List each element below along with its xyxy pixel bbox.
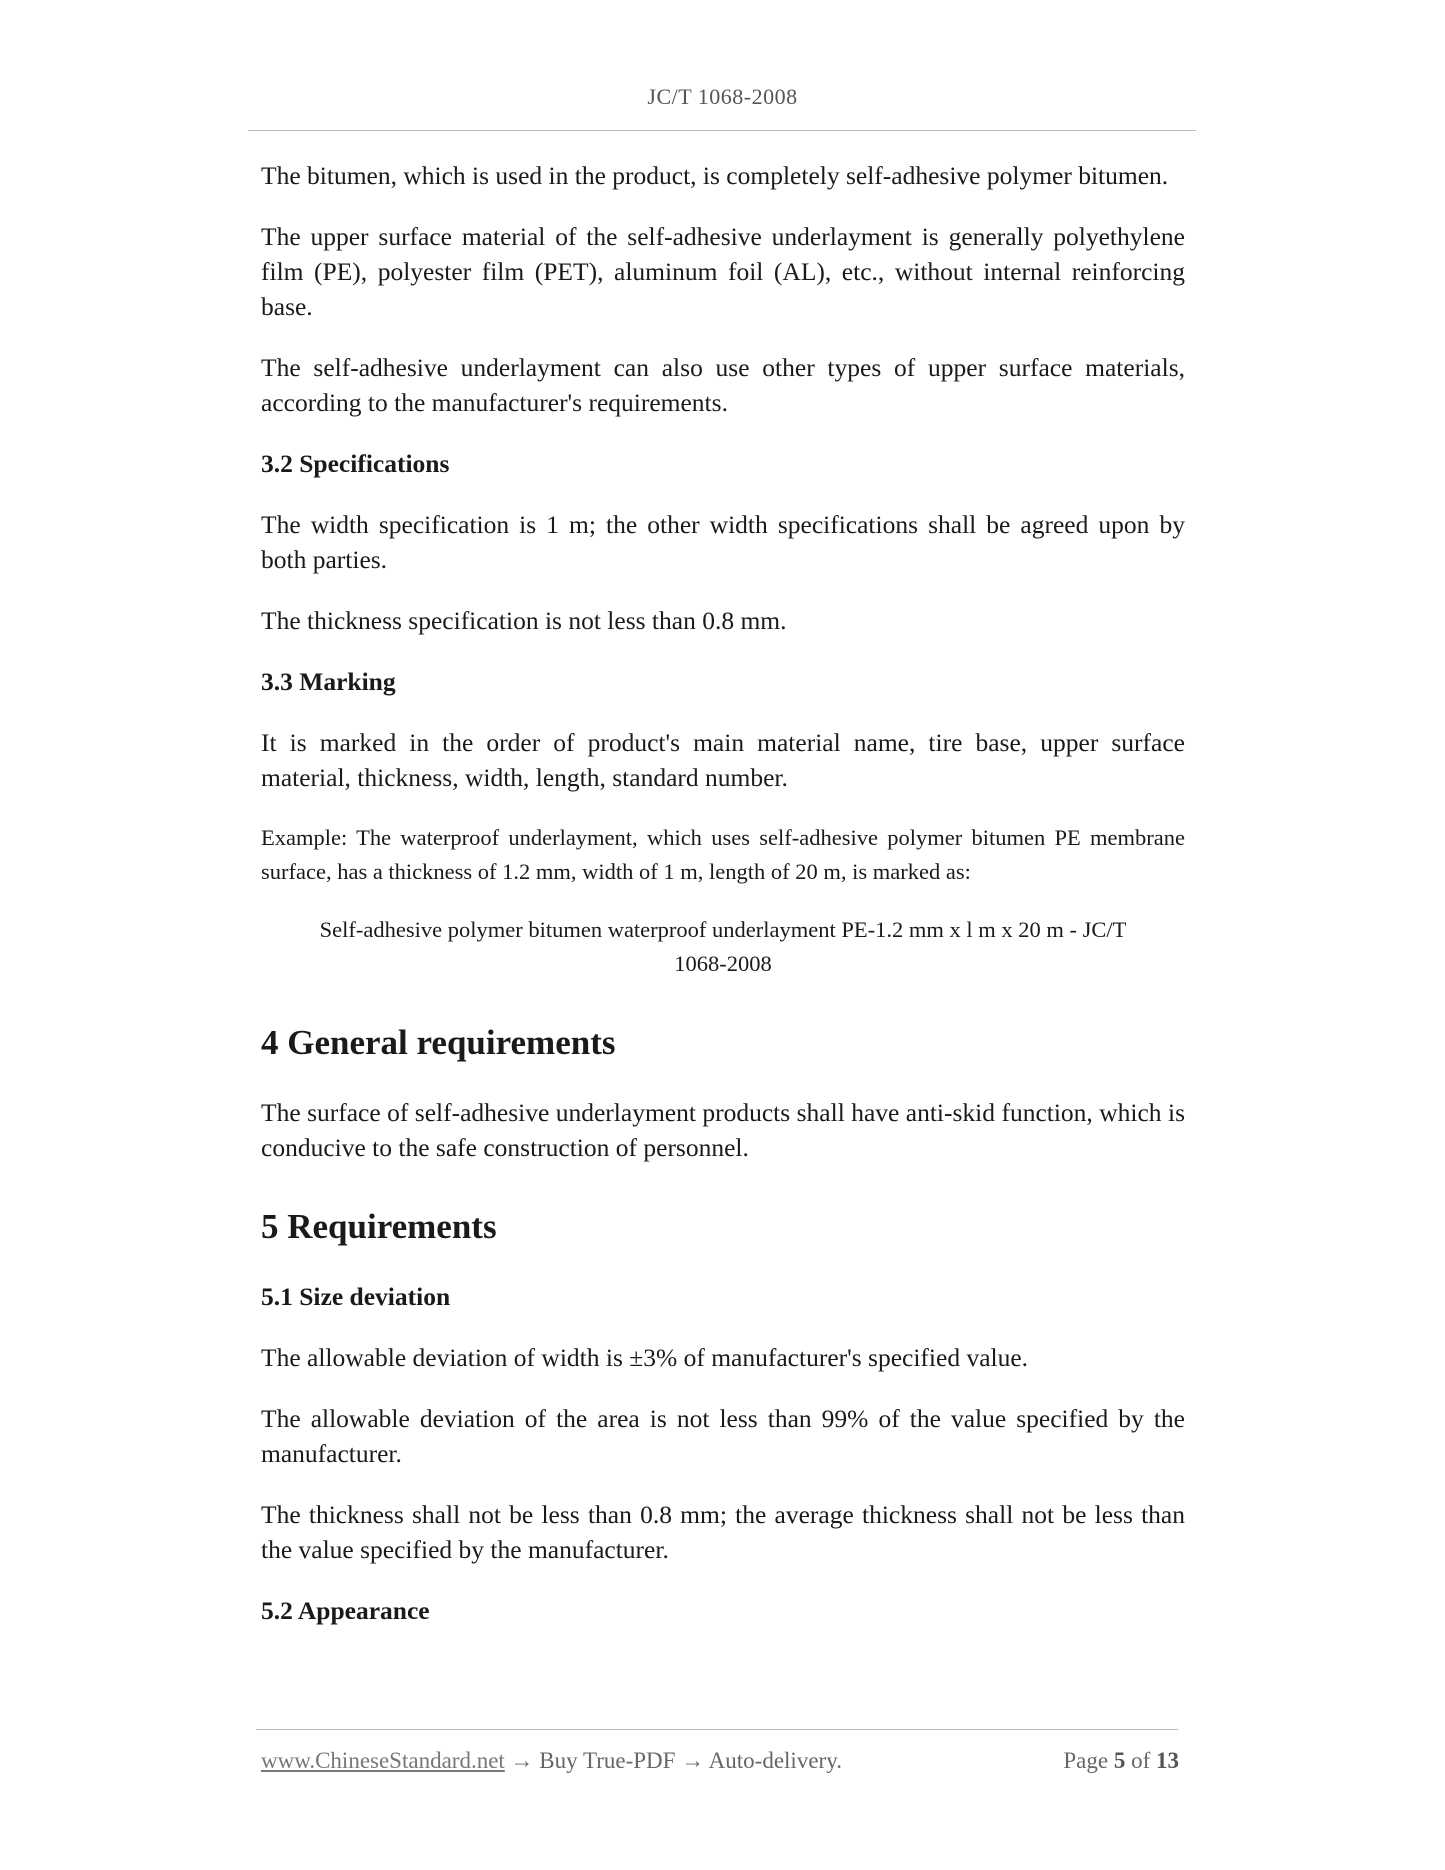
header-divider bbox=[248, 130, 1196, 131]
paragraph-thickness-deviation: The thickness shall not be less than 0.8 mm; the average thickness shall not be less than the value specified by the manufacturer. bbox=[261, 1500, 1185, 1564]
site-link[interactable]: www.ChineseStandard.net bbox=[261, 1748, 505, 1773]
page-label: Page bbox=[1063, 1748, 1109, 1773]
auto-delivery-text: Auto-delivery. bbox=[708, 1748, 842, 1773]
arrow-right-icon: → bbox=[681, 1748, 705, 1773]
section-4-heading: 4 General requirements bbox=[261, 1023, 616, 1062]
buy-true-pdf-text: Buy True-PDF bbox=[539, 1748, 676, 1773]
section-3-2-heading: 3.2 Specifications bbox=[261, 449, 450, 478]
paragraph-width-spec: The width specification is 1 m; the other width specifications shall be agreed upon by both parties. bbox=[261, 510, 1185, 574]
page-indicator bbox=[1063, 1748, 1179, 1774]
marking-designation-line1: Self-adhesive polymer bitumen waterproof underlayment PE-1.2 mm x l m x 20 m - JC/T bbox=[319, 917, 1127, 942]
paragraph-marking-order: It is marked in the order of product's main material name, tire base, upper surface material, thickness, width, length, standard number. bbox=[261, 728, 1185, 792]
section-5-2-heading: 5.2 Appearance bbox=[261, 1596, 430, 1625]
paragraph-other-surfaces: The self-adhesive underlayment can also use other types of upper surface materials, according to the manufacturer's requirements. bbox=[261, 353, 1185, 417]
marking-example-designation bbox=[261, 913, 1185, 981]
paragraph-width-deviation: The allowable deviation of width is ±3% of manufacturer's specified value. bbox=[261, 1343, 1029, 1372]
paragraph-marking-example: Example: The waterproof underlayment, which uses self-adhesive polymer bitumen PE membrane surface, has a thickness of 1.2 mm, width of 1 m, length of 20 m, is marked as: bbox=[261, 825, 1185, 884]
section-5-heading: 5 Requirements bbox=[261, 1207, 497, 1246]
footer-divider bbox=[256, 1729, 1178, 1730]
marking-designation-line2: 1068-2008 bbox=[674, 951, 772, 976]
page-number: 5 bbox=[1113, 1748, 1126, 1773]
section-3-3-heading: 3.3 Marking bbox=[261, 667, 396, 696]
page-total: 13 bbox=[1156, 1748, 1179, 1773]
paragraph-upper-surface: The upper surface material of the self-adhesive underlayment is generally polyethylene film (PE), polyester film (PET), aluminum foil (AL), etc., without internal reinforcing base. bbox=[261, 222, 1185, 321]
section-5-1-heading: 5.1 Size deviation bbox=[261, 1282, 451, 1311]
footer-promo bbox=[261, 1748, 842, 1774]
running-header: JC/T 1068-2008 bbox=[647, 84, 798, 109]
of-label: of bbox=[1131, 1748, 1151, 1773]
page-content bbox=[261, 158, 1185, 1654]
paragraph-area-deviation: The allowable deviation of the area is not less than 99% of the value specified by the manufacturer. bbox=[261, 1404, 1185, 1468]
arrow-right-icon: → bbox=[510, 1748, 534, 1773]
paragraph-bitumen: The bitumen, which is used in the product, is completely self-adhesive polymer bitumen. bbox=[261, 161, 1169, 190]
paragraph-thickness-spec: The thickness specification is not less than 0.8 mm. bbox=[261, 606, 787, 635]
paragraph-anti-skid: The surface of self-adhesive underlayment products shall have anti-skid function, which is conducive to the safe construction of personnel. bbox=[261, 1098, 1185, 1162]
